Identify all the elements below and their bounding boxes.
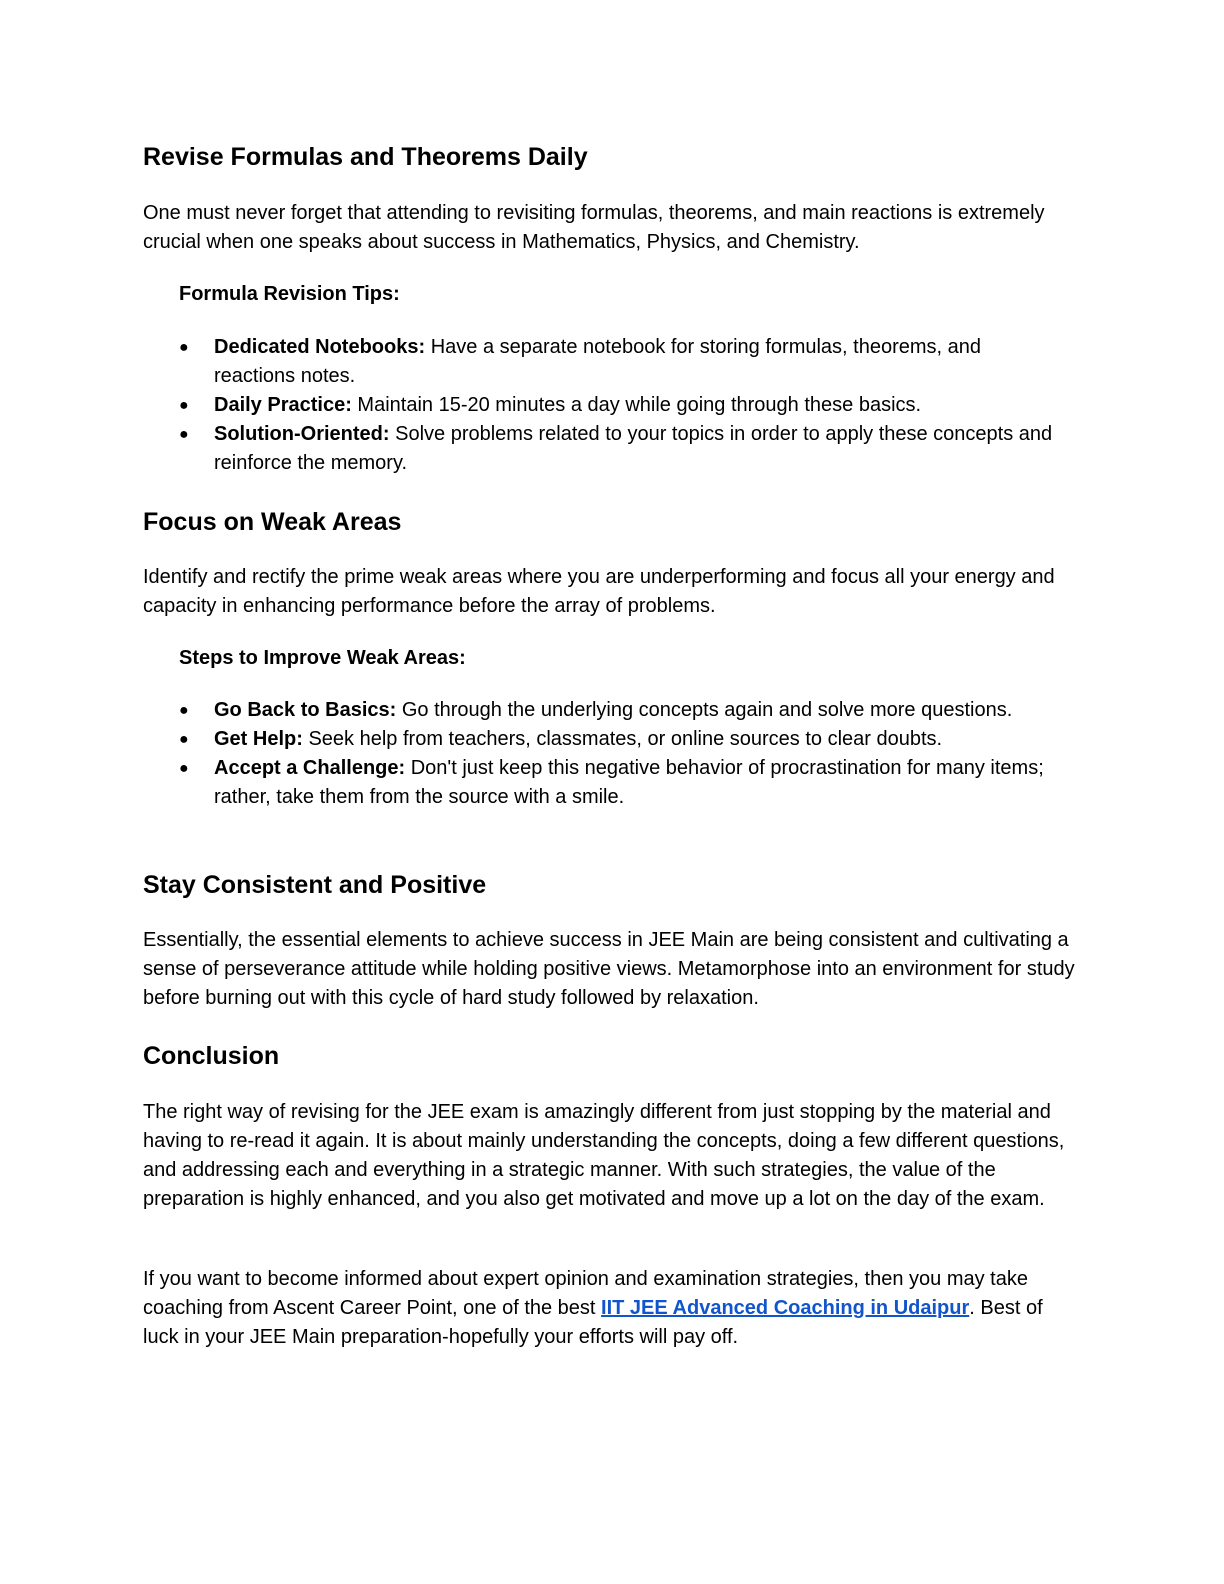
closing-paragraph: [143, 1265, 1083, 1352]
list-item: [179, 333, 1059, 391]
conclusion-paragraph: The right way of revising for the JEE exam is amazingly different from just stopping by the material and having to re-read it again. It is about mainly understanding the concepts, doing a few different questions, and addressing each and everything in a strategic manner. With such strategies, the value of the preparation is highly enhanced, and you also get motivated and move up a lot on the day of the exam.: [143, 1101, 1065, 1210]
section-paragraph: Identify and rectify the prime weak areas where you are underperforming and focus all your energy and capacity in enhancing performance before the array of problems.: [143, 566, 1055, 617]
section-heading-weak-areas: Focus on Weak Areas: [143, 508, 402, 536]
list-item-term: Daily Practice:: [214, 394, 352, 416]
section-paragraph: Essentially, the essential elements to achieve success in JEE Main are being consistent and cultivating a sense of perseverance attitude while holding positive views. Metamorphose into an environment for study before burning out with this cycle of hard study followed by relaxation.: [143, 929, 1075, 1009]
section-paragraph: One must never forget that attending to revisiting formulas, theorems, and main reactions is extremely crucial when one speaks about success in Mathematics, Physics, and Chemistry.: [143, 202, 1045, 253]
list-item-term: Solution-Oriented:: [214, 423, 390, 445]
list-item-text: Solve problems related to your topics in order to apply these concepts and reinforce the memory.: [214, 423, 1053, 474]
closing-text-before: If you want to become informed about expert opinion and examination strategies, then you may take coaching from Ascent Career Point, one of the best: [143, 1268, 1028, 1319]
list-item: [179, 754, 1059, 812]
list-item-term: Dedicated Notebooks:: [214, 336, 426, 358]
subheading-formula-tips: Formula Revision Tips:: [179, 283, 400, 305]
list-item: [179, 391, 1059, 420]
subheading-improve-steps: Steps to Improve Weak Areas:: [179, 647, 466, 669]
bullet-icon: ●: [179, 731, 189, 748]
improve-steps-list: [179, 696, 1059, 812]
list-item-term: Accept a Challenge:: [214, 757, 406, 779]
formula-tips-list: [179, 333, 1059, 478]
list-item: [179, 420, 1059, 478]
list-item-term: Go Back to Basics:: [214, 699, 397, 721]
section-heading-conclusion: Conclusion: [143, 1042, 280, 1070]
list-item-term: Get Help:: [214, 728, 303, 750]
list-item-text: Don't just keep this negative behavior of procrastination for many items; rather, take them from the source with a smile.: [214, 757, 1044, 808]
coaching-link[interactable]: IIT JEE Advanced Coaching in Udaipur: [601, 1297, 970, 1319]
section-heading-revise-formulas: Revise Formulas and Theorems Daily: [143, 143, 588, 171]
list-item-text: Maintain 15-20 minutes a day while going through these basics.: [351, 394, 922, 416]
list-item-text: Have a separate notebook for storing formulas, theorems, and reactions notes.: [214, 336, 982, 387]
bullet-icon: ●: [179, 702, 189, 719]
list-item: [179, 725, 1059, 754]
bullet-icon: ●: [179, 339, 189, 356]
list-item-text: Seek help from teachers, classmates, or online sources to clear doubts.: [302, 728, 943, 750]
section-heading-stay-consistent: Stay Consistent and Positive: [143, 871, 487, 899]
bullet-icon: ●: [179, 397, 189, 414]
bullet-icon: ●: [179, 426, 189, 443]
bullet-icon: ●: [179, 760, 189, 777]
list-item-text: Go through the underlying concepts again and solve more questions.: [396, 699, 1013, 721]
closing-text-after: . Best of luck in your JEE Main preparation-hopefully your efforts will pay off.: [143, 1297, 1043, 1348]
list-item: [179, 696, 1059, 725]
